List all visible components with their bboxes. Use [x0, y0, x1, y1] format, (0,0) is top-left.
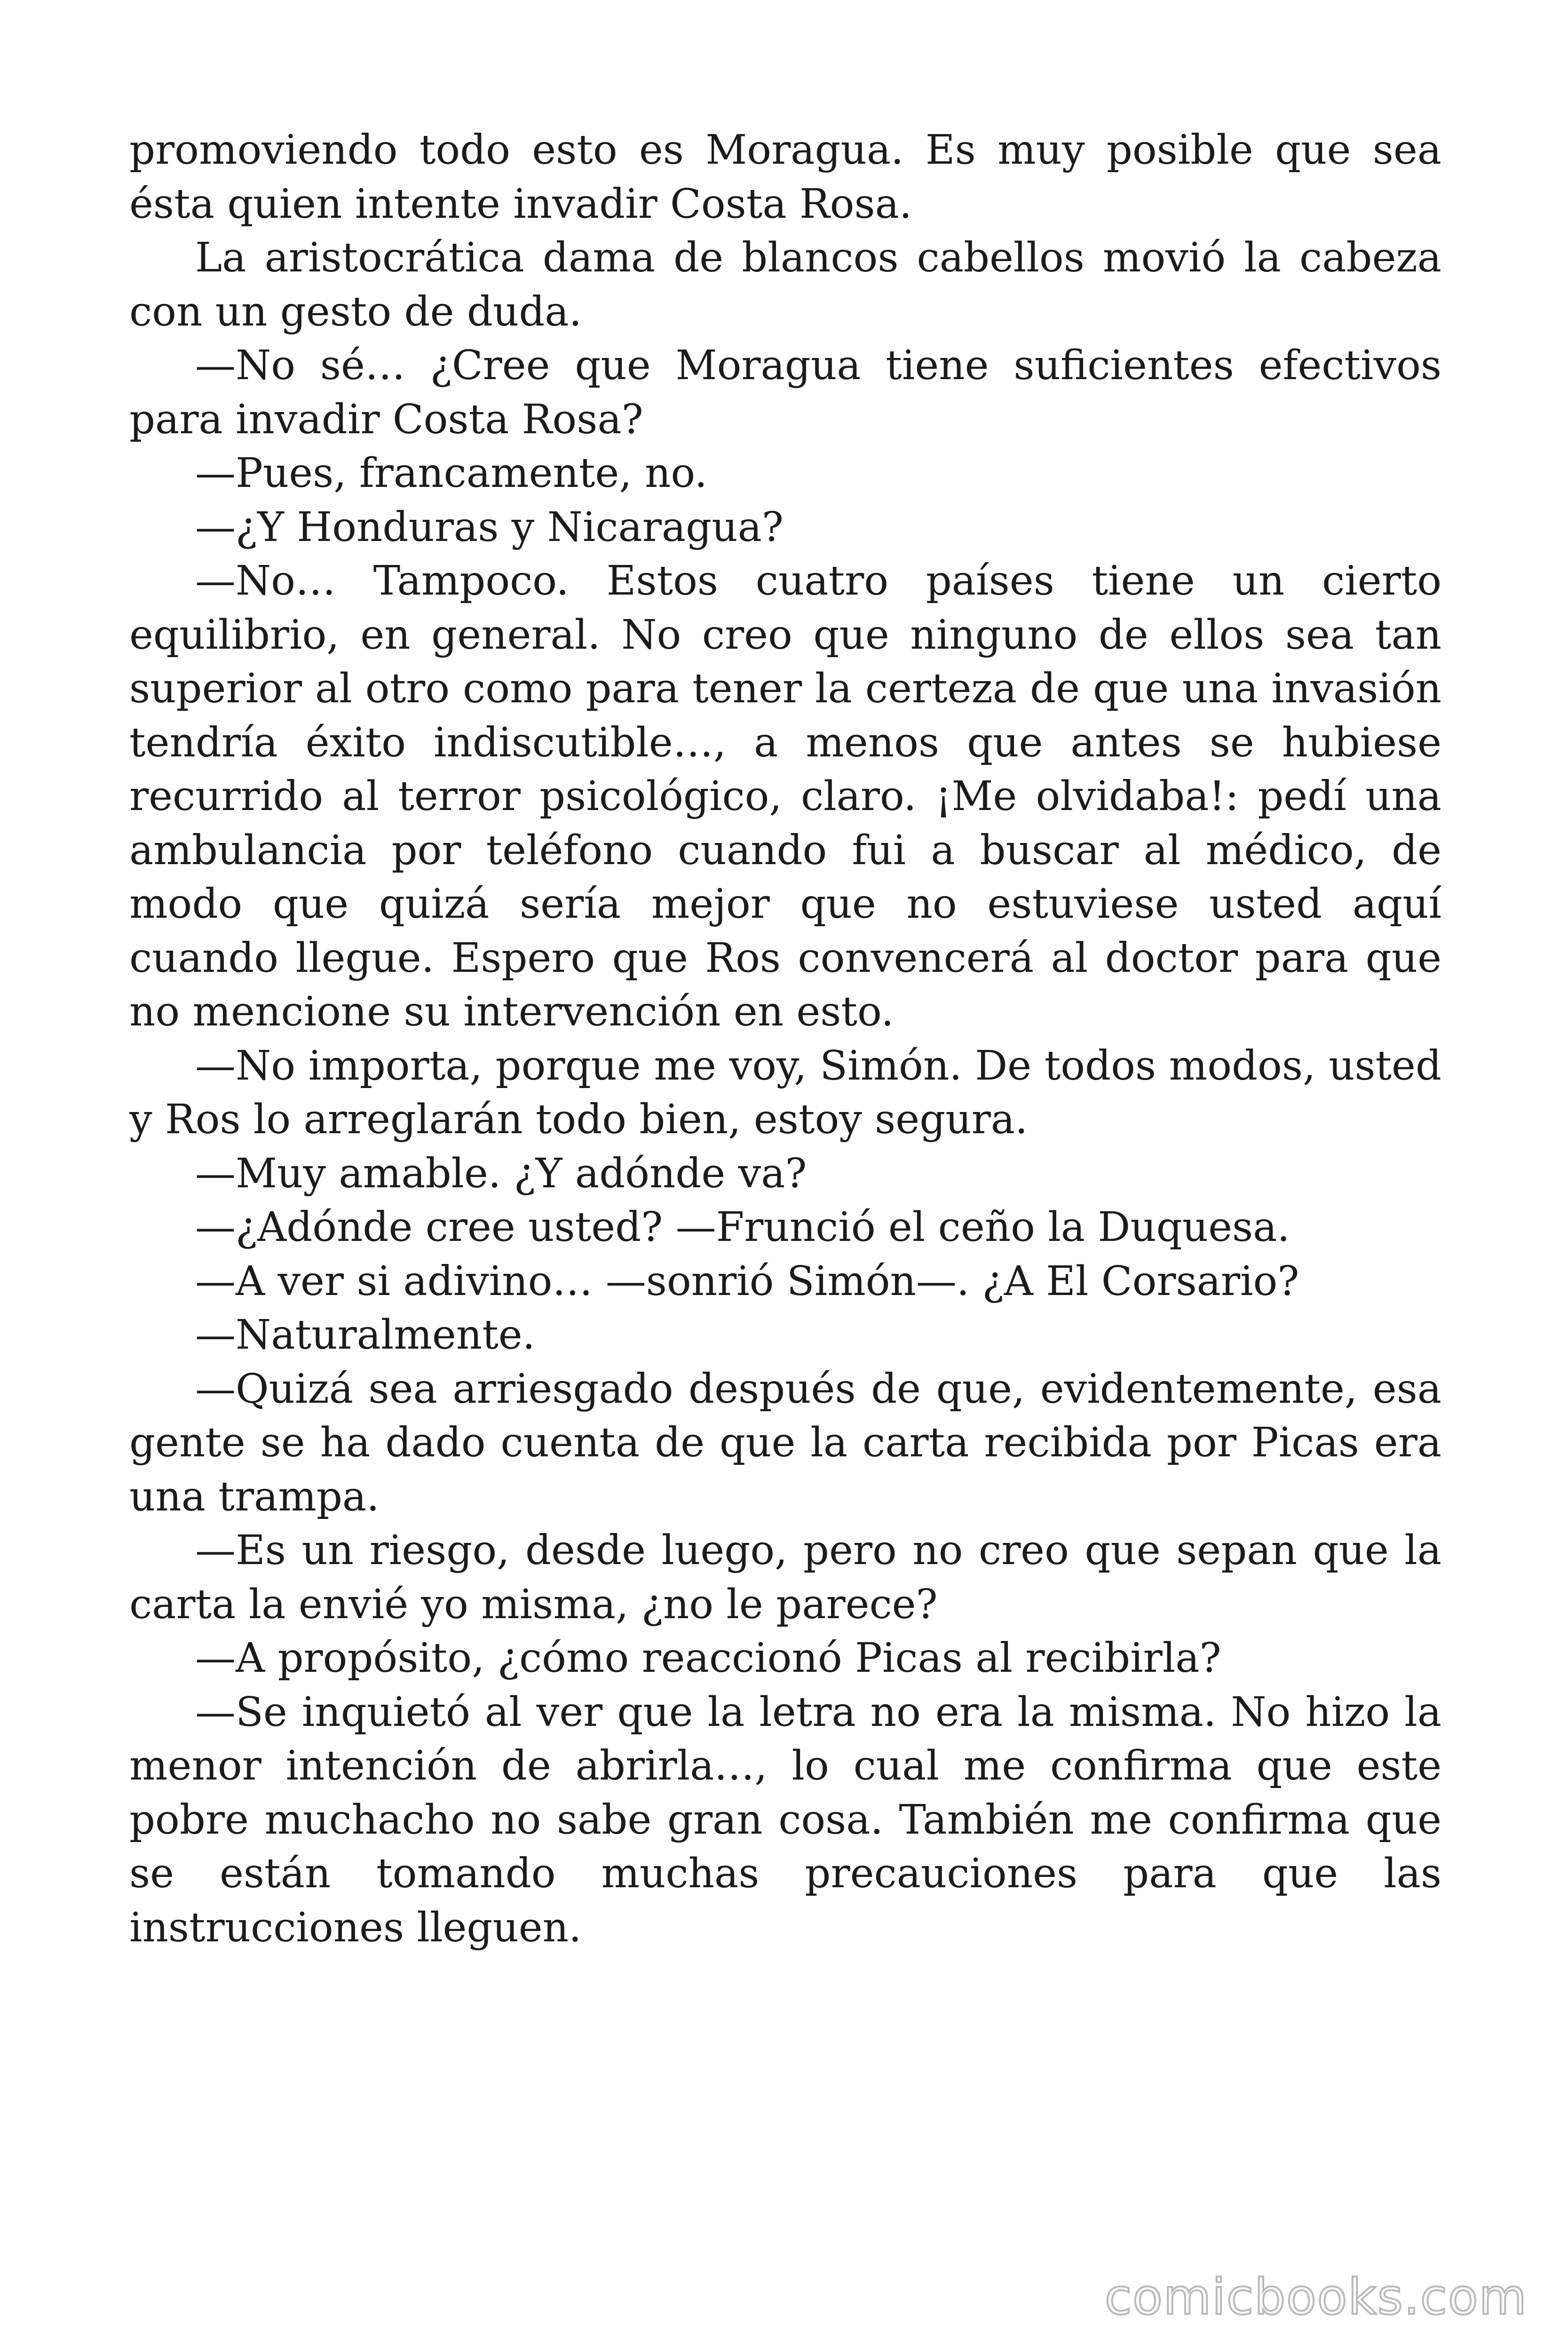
paragraph: —No… Tampoco. Estos cuatro países tiene un cierto equilibrio, en general. No creo que ninguno de ellos sea tan superior al otro como para tener la certeza de que una invasión tendría éxito indiscutible…, a menos que antes se hubiese recurrido al terror psicológico, claro. ¡Me olvidaba!: pedí una ambulancia por teléfono cuando fui a buscar al médico, de modo que quizá sería mejor que no estuviese usted aquí cuando llegue. Espero que Ros convencerá al doctor para que no mencione su intervención en esto.	[129, 557, 1441, 1035]
paragraph: promoviendo todo esto es Moragua. Es muy posible que sea ésta quien intente invadir Costa Rosa.	[129, 127, 1441, 228]
paragraph: —A propósito, ¿cómo reaccionó Picas al recibirla?	[195, 1635, 1221, 1682]
paragraph: —Naturalmente.	[195, 1311, 535, 1359]
paragraph: —Se inquietó al ver que la letra no era la misma. No hizo la menor intención de abrirla…, lo cual me confirma que este pobre muchacho no sabe gran cosa. También me confirma que se están tomando muchas precauciones para que las instrucciones lleguen.	[129, 1688, 1441, 1951]
paragraph: La aristocrática dama de blancos cabellos movió la cabeza con un gesto de duda.	[129, 234, 1441, 335]
paragraph: —Pues, francamente, no.	[195, 450, 707, 497]
paragraph: —Es un riesgo, desde luego, pero no creo que sepan que la carta la envié yo misma, ¿no le parece?	[129, 1527, 1441, 1628]
paragraph: —Quizá sea arriesgado después de que, evidentemente, esa gente se ha dado cuenta de que la carta recibida por Picas era una trampa.	[129, 1365, 1441, 1520]
paragraph: —A ver si adivino… —sonrió Simón—. ¿A El Corsario?	[195, 1257, 1299, 1305]
paragraph: —¿Adónde cree usted? —Frunció el ceño la Duquesa.	[195, 1204, 1290, 1251]
body-text	[129, 123, 1441, 1955]
watermark: comicbooks.com	[1104, 2268, 1528, 2326]
paragraph: —¿Y Honduras y Nicaragua?	[195, 503, 784, 551]
paragraph: —No sé… ¿Cree que Moragua tiene suficientes efectivos para invadir Costa Rosa?	[129, 342, 1441, 443]
paragraph: —No importa, porque me voy, Simón. De todos modos, usted y Ros lo arreglarán todo bien, estoy segura.	[129, 1042, 1441, 1143]
paragraph: —Muy amable. ¿Y adónde va?	[195, 1150, 807, 1197]
